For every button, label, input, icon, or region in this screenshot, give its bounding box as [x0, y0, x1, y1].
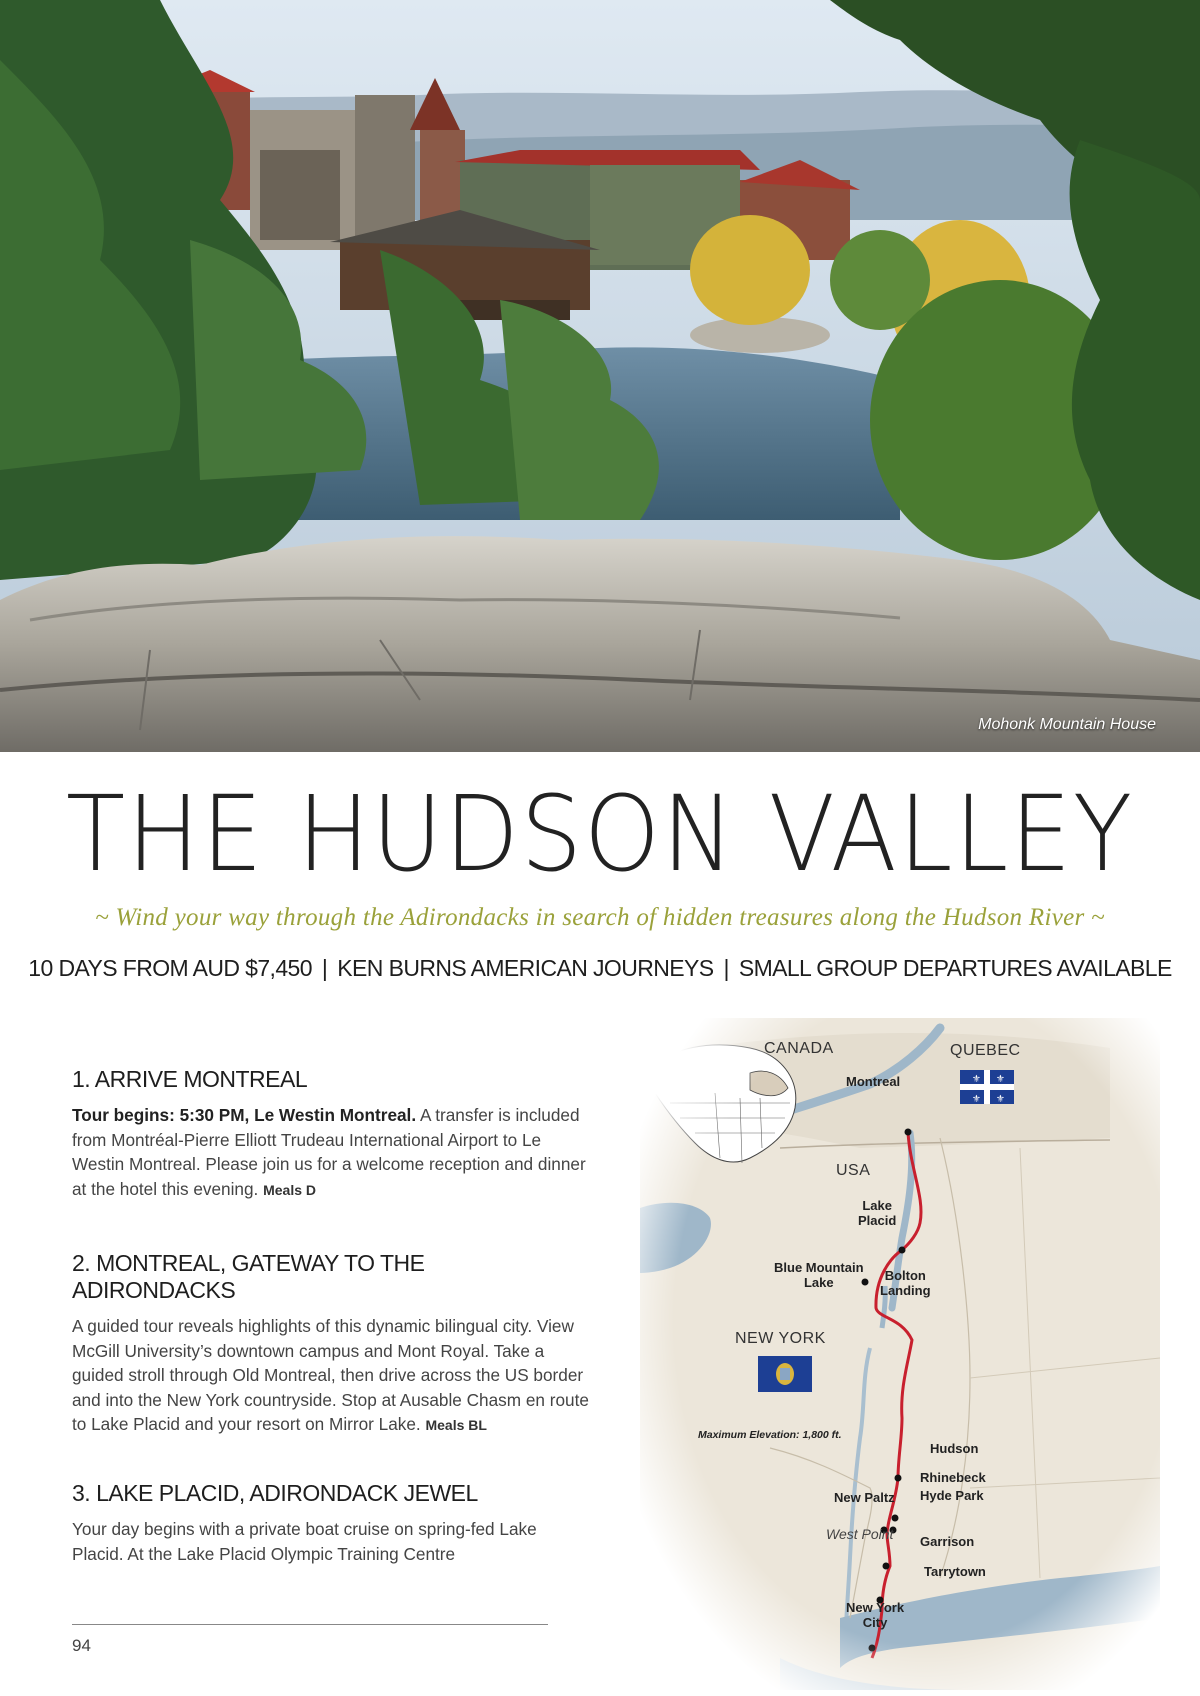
tour-group-info: SMALL GROUP DEPARTURES AVAILABLE	[738, 955, 1172, 981]
separator: |	[723, 955, 729, 981]
day-text: Your day begins with a private boat cruise on spring-fed Lake Placid. At the Lake Placid Olympic Training Centre	[72, 1519, 537, 1564]
hero-photo	[0, 0, 1200, 752]
city-label-garrison: Garrison	[920, 1534, 975, 1549]
city-label-hyde-park: Hyde Park	[920, 1488, 984, 1503]
elevation-note: Maximum Elevation: 1,800 ft.	[698, 1429, 842, 1441]
region-label-usa: USA	[836, 1162, 871, 1179]
tour-facts	[0, 955, 1200, 982]
day-heading: 2. MONTREAL, GATEWAY TO THE ADIRONDACKS	[72, 1250, 425, 1303]
footer-divider	[72, 1624, 548, 1625]
city-label-bolton-landing: Bolton Landing	[880, 1268, 931, 1298]
page-number: 94	[72, 1636, 91, 1655]
tour-duration-price: 10 DAYS FROM AUD $7,450	[28, 955, 312, 981]
day-description	[72, 1103, 592, 1202]
day-heading: 1. ARRIVE MONTREAL	[72, 1066, 308, 1092]
itinerary-day-3	[72, 1480, 592, 1566]
route-map	[640, 1018, 1160, 1690]
page-subtitle: ~ Wind your way through the Adirondacks in search of hidden treasures along the Hudson River ~	[95, 904, 1105, 931]
city-label-montreal: Montreal	[846, 1074, 901, 1089]
tour-brand: KEN BURNS AMERICAN JOURNEYS	[337, 955, 714, 981]
region-label-quebec: QUEBEC	[950, 1042, 1021, 1059]
meals-label: Meals D	[263, 1181, 317, 1198]
day-text: A transfer is included from Montréal-Pierre Elliott Trudeau International Airport to Le Westin Montreal. Please join us for a welcome reception and dinner at the hotel this evening.	[72, 1105, 586, 1199]
city-label-tarrytown: Tarrytown	[924, 1564, 986, 1579]
day-description	[72, 1314, 592, 1438]
page-title: THE HUDSON VALLEY	[65, 773, 1135, 895]
itinerary-day-2	[72, 1250, 592, 1438]
city-label-west-point: West Point	[826, 1526, 894, 1542]
route-map-graphic	[640, 1018, 1160, 1690]
city-label-new-york-city: New York City	[846, 1600, 905, 1630]
city-label-new-paltz: New Paltz	[834, 1490, 895, 1505]
city-label-lake-placid: Lake Placid	[858, 1198, 897, 1228]
photo-caption: Mohonk Mountain House	[978, 716, 1156, 733]
city-label-hudson: Hudson	[930, 1441, 979, 1456]
separator: |	[321, 955, 328, 981]
region-label-canada: CANADA	[764, 1040, 834, 1057]
city-label-rhinebeck: Rhinebeck	[920, 1470, 986, 1485]
day-heading: 3. LAKE PLACID, ADIRONDACK JEWEL	[72, 1480, 478, 1506]
region-label-new-york: NEW YORK	[735, 1330, 826, 1347]
day-description	[72, 1517, 592, 1566]
city-label-blue-mountain-lake: Blue Mountain Lake	[774, 1260, 864, 1290]
mohonk-landscape-image	[0, 0, 1200, 752]
day-text: A guided tour reveals highlights of this dynamic bilingual city. View McGill University’s downtown campus and Mont Royal. Take a guided stroll through Old Montreal, then drive across the US border and into the New York countryside. Stop at Ausable Chasm en route to Lake Placid and your resort on Mirror Lake.	[72, 1316, 589, 1434]
itinerary-day-1	[72, 1066, 592, 1202]
meals-label: Meals BL	[425, 1417, 487, 1433]
day-lead: Tour begins: 5:30 PM, Le Westin Montreal.	[72, 1105, 417, 1125]
